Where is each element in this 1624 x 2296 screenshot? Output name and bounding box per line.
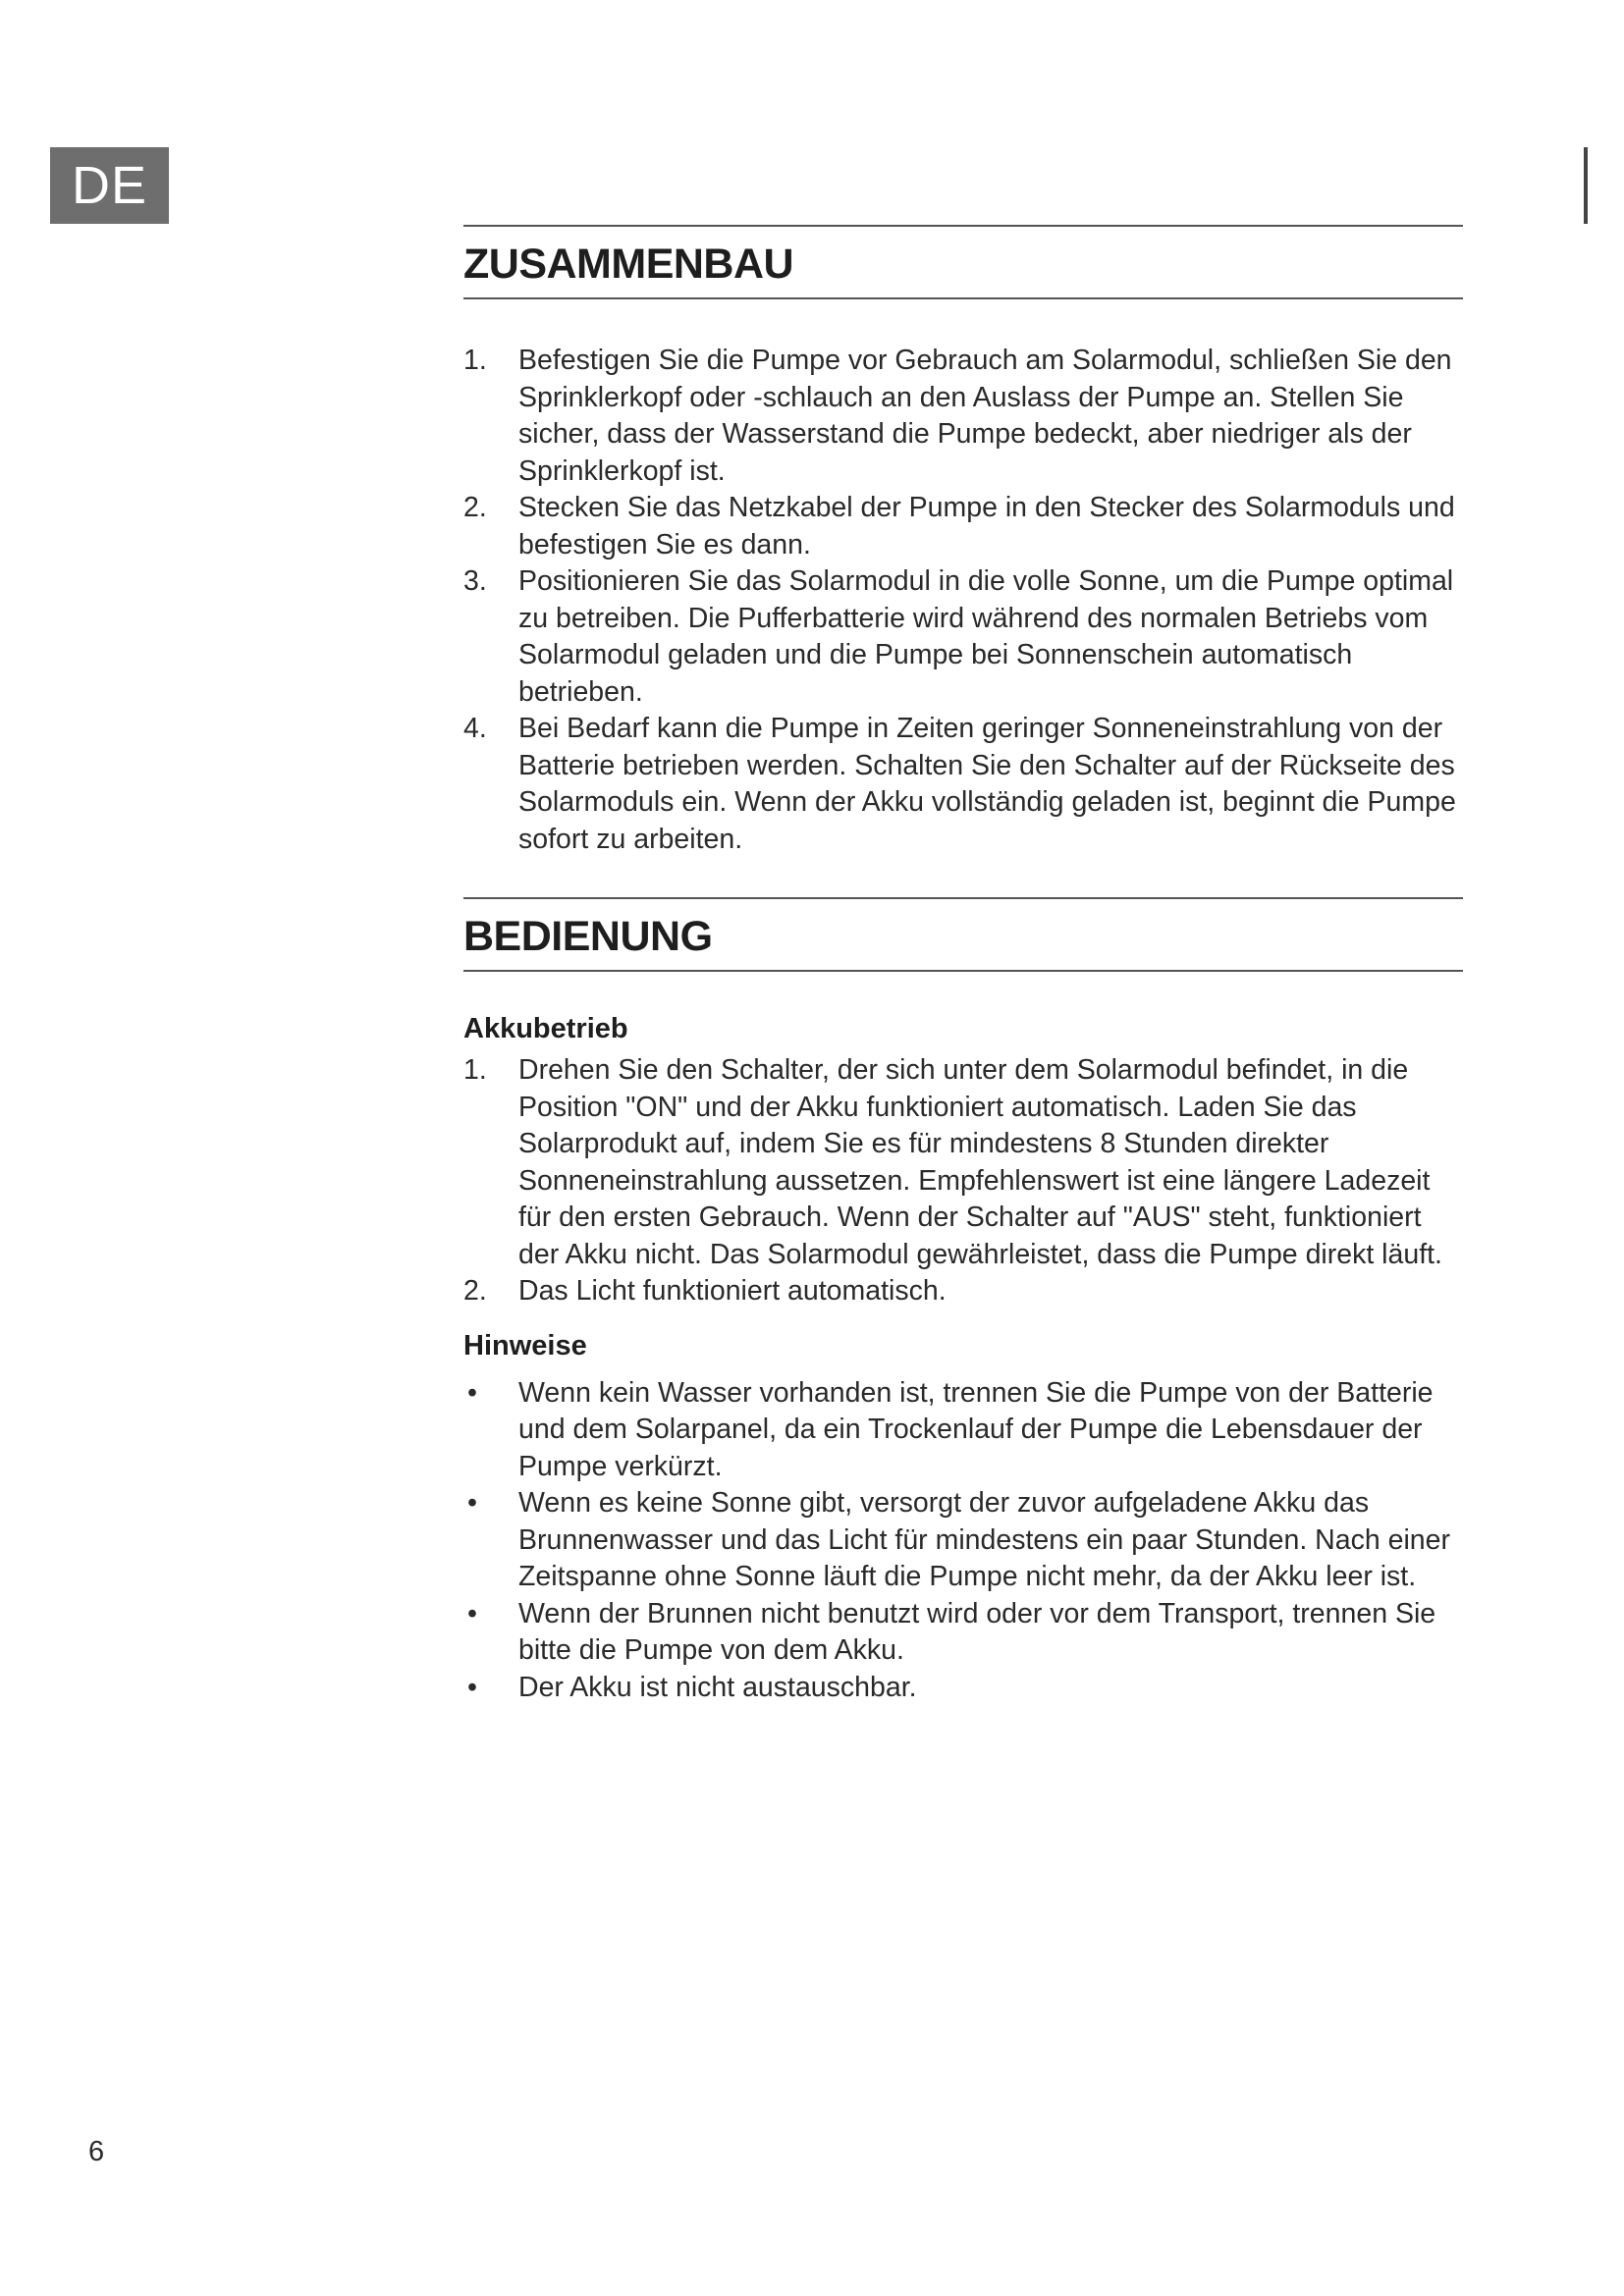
language-tab: DE [50, 147, 169, 224]
note-text: Der Akku ist nicht austauschbar. [518, 1671, 917, 1703]
assembly-step [463, 563, 1463, 711]
assembly-steps [463, 343, 1463, 858]
note-text: Wenn der Brunnen nicht benutzt wird oder vor dem Transport, trennen Sie bitte die Pumpe von dem Akku. [518, 1597, 1436, 1666]
note-item [463, 1375, 1463, 1486]
note-item [463, 1670, 1463, 1707]
step-text: Das Licht funktioniert automatisch. [518, 1275, 947, 1307]
bullet-icon: • [467, 1671, 477, 1703]
page-number: 6 [88, 2136, 105, 2167]
subheading-battery-mode: Akkubetrieb [463, 1013, 628, 1044]
step-text: Drehen Sie den Schalter, der sich unter dem Solarmodul befindet, in die Position "ON" und der Akku funktioniert automatisch. Laden Sie das Solarprodukt auf, indem Sie es für mindestens 8 Stunden direkter Sonneneinstrahlung aussetzen. Empfehlenswert ist eine längere Ladezeit für den ersten Gebrauch. Wenn der Schalter auf "AUS" steht, funktioniert der Akku nicht. Das Solarmodul gewährleistet, dass die Pumpe direkt läuft. [518, 1054, 1442, 1270]
section-heading-operation: BEDIENUNG [463, 897, 1463, 972]
step-text: Stecken Sie das Netzkabel der Pumpe in den Stecker des Solarmoduls und befestigen Sie es dann. [518, 492, 1455, 561]
step-number: 3. [463, 565, 487, 597]
assembly-step [463, 343, 1463, 490]
step-number: 4. [463, 713, 487, 744]
step-number: 1. [463, 1054, 487, 1086]
note-text: Wenn es keine Sonne gibt, versorgt der zuvor aufgeladene Akku das Brunnenwasser und das Licht für mindestens ein paar Stunden. Nach einer Zeitspanne ohne Sonne läuft die Pumpe nicht mehr, da der Akku leer ist. [518, 1487, 1450, 1592]
step-number: 2. [463, 492, 487, 523]
notes-list [463, 1375, 1463, 1707]
note-item [463, 1596, 1463, 1670]
bullet-icon: • [467, 1487, 477, 1519]
bullet-icon: • [467, 1597, 477, 1629]
step-text: Bei Bedarf kann die Pumpe in Zeiten geringer Sonneneinstrahlung von der Batterie betrieben werden. Schalten Sie den Schalter auf der Rückseite des Solarmoduls ein. Wenn der Akku vollständig geladen ist, beginnt die Pumpe sofort zu arbeiten. [518, 713, 1456, 855]
step-text: Befestigen Sie die Pumpe vor Gebrauch am Solarmodul, schließen Sie den Sprinklerkopf oder -schlauch an den Auslass der Pumpe an. Stellen Sie sicher, dass der Wasserstand die Pumpe bedeckt, aber niedriger als der Sprinklerkopf ist. [518, 345, 1452, 487]
assembly-step [463, 711, 1463, 858]
battery-mode-step [463, 1273, 1463, 1310]
step-text: Positionieren Sie das Solarmodul in die volle Sonne, um die Pumpe optimal zu betreiben. Die Pufferbatterie wird während des normalen Betriebs vom Solarmodul geladen und die Pumpe bei Sonnenschein automatisch betrieben. [518, 565, 1454, 708]
battery-mode-steps [463, 1052, 1463, 1310]
step-number: 1. [463, 345, 487, 376]
subheading-notes: Hinweise [463, 1329, 587, 1362]
battery-mode-step [463, 1052, 1463, 1273]
bullet-icon: • [467, 1376, 477, 1409]
note-text: Wenn kein Wasser vorhanden ist, trennen Sie die Pumpe von der Batterie und dem Solarpanel, da ein Trockenlauf der Pumpe die Lebensdauer der Pumpe verkürzt. [518, 1376, 1434, 1482]
assembly-step [463, 490, 1463, 563]
note-item [463, 1485, 1463, 1596]
page-content [463, 225, 1463, 1706]
page-edge-marker [1584, 147, 1588, 224]
section-heading-assembly: ZUSAMMENBAU [463, 225, 1463, 299]
step-number: 2. [463, 1275, 487, 1307]
